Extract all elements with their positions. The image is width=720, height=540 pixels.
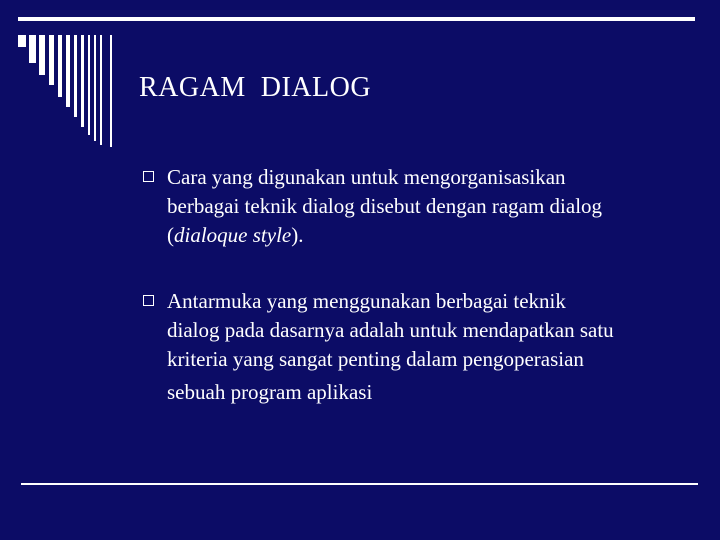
bar <box>29 35 36 63</box>
bar <box>81 35 84 127</box>
bar <box>18 35 26 47</box>
bullet-list <box>142 163 702 407</box>
bullet-line: kriteria yang sangat penting dalam pengoperasian <box>167 347 584 371</box>
bar <box>49 35 54 85</box>
bullet-item <box>142 287 702 407</box>
square-bullet-icon <box>143 295 154 306</box>
bullet-item <box>142 163 702 250</box>
bar <box>74 35 77 117</box>
bar <box>39 35 45 75</box>
bar <box>58 35 62 97</box>
bar <box>110 35 112 147</box>
slide-title: RAGAM DIALOG <box>139 72 372 103</box>
bullet-line: berbagai teknik dialog disebut dengan ragam dialog <box>167 194 603 218</box>
bar <box>66 35 70 107</box>
bullet-line: Antarmuka yang menggunakan berbagai teknik <box>167 289 566 313</box>
square-bullet-icon <box>143 171 154 182</box>
bullet-line: dialog pada dasarnya adalah untuk mendapatkan satu <box>167 318 614 342</box>
bar <box>88 35 90 135</box>
bullet-line: Cara yang digunakan untuk mengorganisasikan <box>167 165 566 189</box>
bullet-line: (dialoque style). <box>167 223 304 247</box>
decorative-bars <box>0 0 130 150</box>
bar <box>100 35 102 145</box>
bottom-rule <box>21 483 698 485</box>
italic-term: dialoque style <box>174 223 292 247</box>
bullet-line: sebuah program aplikasi <box>167 380 373 404</box>
bar <box>94 35 96 141</box>
